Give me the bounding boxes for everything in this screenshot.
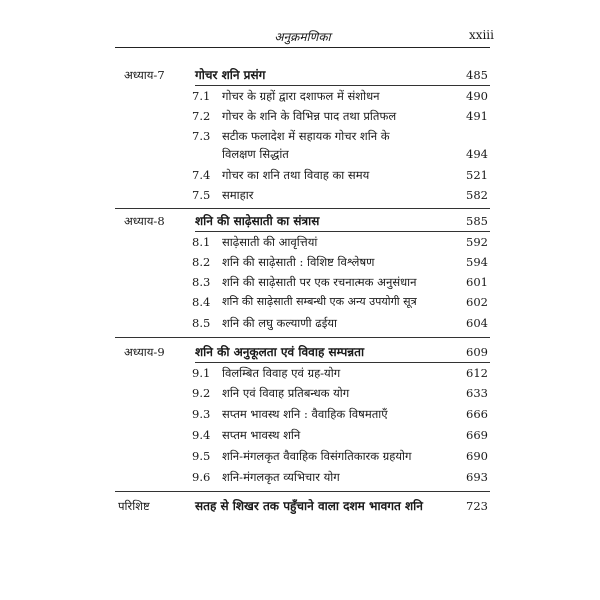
page-number: 601 (466, 275, 488, 289)
toc-entry-7-3 (0, 127, 600, 145)
page-number: 666 (466, 407, 488, 421)
section-title: शनि-मंगलकृत व्यभिचार योग (222, 470, 340, 484)
chapter-underline (195, 362, 490, 363)
section-title: साढ़ेसाती की आवृत्तियां (222, 235, 318, 249)
chapter-title: शनि की अनुकूलता एवं विवाह सम्पन्नता (195, 345, 365, 359)
section-number: 8.4 (192, 295, 211, 309)
section-title-continued: विलक्षण सिद्धांत (222, 147, 289, 161)
section-divider (115, 337, 490, 338)
section-title: शनि की लघु कल्याणी ढईया (222, 316, 338, 330)
page-number: 592 (466, 235, 488, 249)
section-title: शनि की साढ़ेसाती सम्बन्धी एक अन्य उपयोगी सूत्र (222, 295, 417, 308)
page-number: 490 (466, 89, 488, 103)
toc-entry-7-1 (0, 87, 600, 105)
chapter-title: शनि की साढ़ेसाती का संत्रास (195, 214, 320, 228)
section-number: 7.5 (192, 188, 211, 202)
section-title: विलम्बित विवाह एवं ग्रह-योग (222, 366, 341, 380)
chapter-underline (195, 231, 490, 232)
section-number: 8.2 (192, 255, 211, 269)
section-number: 8.3 (192, 275, 211, 289)
toc-entry-9-2 (0, 384, 600, 402)
toc-entry-8-2 (0, 253, 600, 271)
toc-entry-8-1 (0, 233, 600, 251)
section-number: 7.4 (192, 168, 211, 182)
page-number: 521 (466, 168, 488, 182)
page-number: 723 (466, 499, 488, 513)
section-divider (115, 491, 490, 492)
toc-entry-7-3-cont (0, 145, 600, 163)
page-number: 669 (466, 428, 488, 442)
toc-entry-8-4 (0, 293, 600, 311)
toc-entry-9-1 (0, 364, 600, 382)
toc-entry-8-5 (0, 314, 600, 332)
chapter-label: अध्याय-8 (124, 214, 165, 228)
section-title: सटीक फलादेश में सहायक गोचर शनि के (222, 129, 390, 143)
page-number: 690 (466, 449, 488, 463)
page-number: 633 (466, 386, 488, 400)
page-number: 594 (466, 255, 488, 269)
section-number: 9.2 (192, 386, 211, 400)
page-number: 494 (466, 147, 488, 161)
toc-entry-9-3 (0, 405, 600, 423)
toc-entry-9-5 (0, 447, 600, 465)
section-title: गोचर के शनि के विभिन्न पाद तथा प्रतिफल (222, 109, 397, 123)
page-number: 491 (466, 109, 488, 123)
section-number: 7.2 (192, 109, 211, 123)
section-title: समाहार (222, 188, 254, 202)
chapter-label: अध्याय-9 (124, 345, 165, 359)
toc-entry-8-3 (0, 273, 600, 291)
appendix-title: सतह से शिखर तक पहुँचाने वाला दशम भावगत शनि (195, 499, 423, 513)
section-title: गोचर के ग्रहों द्वारा दशाफल में संशोधन (222, 89, 380, 103)
section-title: शनि-मंगलकृत वैवाहिक विसंगतिकारक ग्रहयोग (222, 449, 412, 463)
chapter-label: अध्याय-7 (124, 68, 165, 82)
section-number: 8.5 (192, 316, 211, 330)
section-title: शनि की साढ़ेसाती : विशिष्ट विश्लेषण (222, 255, 375, 269)
section-divider (115, 208, 490, 209)
section-title: गोचर का शनि तथा विवाह का समय (222, 168, 370, 182)
toc-entry-9-4 (0, 426, 600, 444)
appendix-label: परिशिष्ट (118, 499, 150, 513)
section-number: 9.5 (192, 449, 211, 463)
section-number: 9.1 (192, 366, 211, 380)
page-number: 693 (466, 470, 488, 484)
toc-entry-7-5 (0, 186, 600, 204)
section-title: शनि एवं विवाह प्रतिबन्धक योग (222, 386, 350, 400)
page-header (115, 28, 494, 44)
header-page-number: xxiii (468, 28, 494, 42)
section-number: 9.4 (192, 428, 211, 442)
chapter-8-row (0, 212, 600, 230)
section-number: 7.3 (192, 129, 211, 143)
page-number: 609 (466, 345, 488, 359)
page-number: 604 (466, 316, 488, 330)
chapter-7-row (0, 66, 600, 84)
chapter-underline (195, 85, 490, 86)
appendix-row (0, 497, 600, 515)
section-title: सप्तम भावस्थ शनि : वैवाहिक विषमताएँ (222, 407, 388, 421)
toc-entry-7-2 (0, 107, 600, 125)
page-number: 612 (466, 366, 488, 380)
toc-entry-9-6 (0, 468, 600, 486)
section-number: 8.1 (192, 235, 211, 249)
section-number: 9.6 (192, 470, 211, 484)
section-title: सप्तम भावस्थ शनि (222, 428, 301, 442)
header-rule (115, 47, 490, 48)
section-title: शनि की साढ़ेसाती पर एक रचनात्मक अनुसंधान (222, 275, 417, 289)
header-title: अनुक्रमणिका (274, 30, 331, 44)
page-number: 602 (466, 295, 488, 309)
page-number: 485 (466, 68, 488, 82)
chapter-9-row (0, 343, 600, 361)
page-number: 585 (466, 214, 488, 228)
page-number: 582 (466, 188, 488, 202)
section-number: 7.1 (192, 89, 211, 103)
chapter-title: गोचर शनि प्रसंग (195, 68, 266, 82)
section-number: 9.3 (192, 407, 211, 421)
toc-entry-7-4 (0, 166, 600, 184)
